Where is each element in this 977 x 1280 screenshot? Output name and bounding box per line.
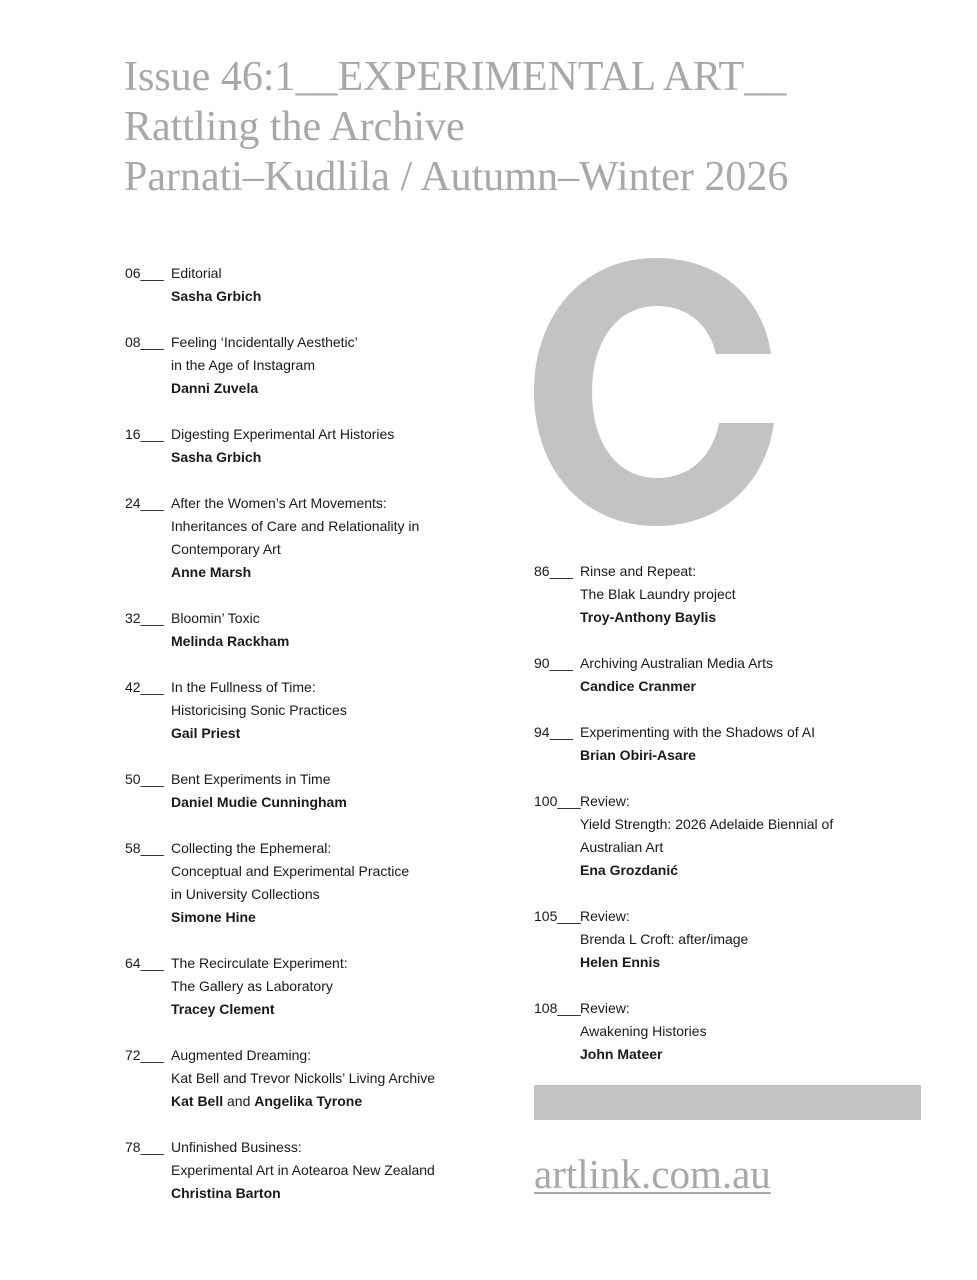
author-name: Kat Bell [171,1093,224,1109]
author-name: Angelika Tyrone [254,1093,363,1109]
article-author [171,1090,505,1113]
page-number: 94___ [534,724,573,740]
page-number: 58___ [125,840,164,856]
article-author: Helen Ennis [580,954,661,970]
page-number: 24___ [125,495,164,511]
contents-entry[interactable] [125,837,505,929]
article-author: Danni Zuvela [171,380,259,396]
logo-c-icon [534,258,774,526]
article-title: Augmented Dreaming: [171,1047,312,1063]
article-title: Yield Strength: 2026 Adelaide Biennial of [580,816,834,832]
contents-left-column [125,262,505,1228]
article-title: Conceptual and Experimental Practice [171,863,410,879]
contents-entry[interactable] [125,423,505,469]
article-author: Simone Hine [171,909,256,925]
contents-entry[interactable] [125,676,505,745]
contents-entry[interactable] [125,952,505,1021]
page-number: 42___ [125,679,164,695]
contents-entry[interactable] [534,905,934,974]
issue-header [124,52,944,202]
page-number: 108___ [534,1000,581,1016]
article-title: Historicising Sonic Practices [171,702,347,718]
contents-entry[interactable] [534,997,934,1066]
page-number: 64___ [125,955,164,971]
article-title: Brenda L Croft: after/image [580,931,749,947]
article-title: Editorial [171,265,222,281]
article-title: The Gallery as Laboratory [171,978,333,994]
article-title: Bloomin’ Toxic [171,610,260,626]
article-title: Unfinished Business: [171,1139,302,1155]
article-author: Brian Obiri-Asare [580,747,696,763]
contents-entry[interactable] [534,790,934,882]
decorative-bar [534,1085,921,1120]
article-title: Feeling ‘Incidentally Aesthetic’ [171,334,358,350]
article-author: Gail Priest [171,725,241,741]
article-title: Inheritances of Care and Relationality in [171,518,420,534]
article-author: Candice Cranmer [580,678,696,694]
page-number: 08___ [125,334,164,350]
article-title: Kat Bell and Trevor Nickolls’ Living Archive [171,1070,436,1086]
article-author: Ena Grozdanić [580,862,679,878]
article-title: Australian Art [580,839,664,855]
article-title: Collecting the Ephemeral: [171,840,332,856]
article-title: After the Women’s Art Movements: [171,495,387,511]
article-title: Review: [580,793,630,809]
contents-entry[interactable] [125,331,505,400]
page-number: 78___ [125,1139,164,1155]
page-number: 72___ [125,1047,164,1063]
article-title: Archiving Australian Media Arts [580,655,773,671]
contents-entry[interactable] [534,652,934,698]
issue-subtitle: Rattling the Archive [124,104,465,150]
contents-entry[interactable] [125,1044,505,1113]
page-number: 16___ [125,426,164,442]
article-title: Bent Experiments in Time [171,771,331,787]
contents-entry[interactable] [534,721,934,767]
article-title: Review: [580,908,630,924]
issue-title: Issue 46:1__EXPERIMENTAL ART__ [124,54,787,100]
article-title: Experimenting with the Shadows of AI [580,724,816,740]
issue-season: Parnati–Kudlila / Autumn–Winter 2026 [124,154,789,200]
page-number: 06___ [125,265,164,281]
article-author: Melinda Rackham [171,633,290,649]
article-title: Digesting Experimental Art Histories [171,426,395,442]
page-number: 32___ [125,610,164,626]
page-number: 105___ [534,908,581,924]
page-number: 86___ [534,563,573,579]
page-number: 100___ [534,793,581,809]
article-title: The Recirculate Experiment: [171,955,348,971]
contents-entry[interactable] [125,1136,505,1205]
contents-entry[interactable] [125,262,505,308]
author-conjunction: and [223,1093,255,1109]
page-number: 50___ [125,771,164,787]
article-author: Tracey Clement [171,1001,275,1017]
article-title: Experimental Art in Aotearoa New Zealand [171,1162,435,1178]
article-title: Contemporary Art [171,541,281,557]
article-author: Christina Barton [171,1185,281,1201]
page-number: 90___ [534,655,573,671]
contents-right-column [534,560,934,1089]
article-title: in the Age of Instagram [171,357,315,373]
article-title: in University Collections [171,886,320,902]
contents-entry[interactable] [125,607,505,653]
website-link[interactable]: artlink.com.au [534,1151,771,1197]
article-author: Anne Marsh [171,564,252,580]
contents-entry[interactable] [125,492,505,584]
article-title: In the Fullness of Time: [171,679,316,695]
article-author: Troy-Anthony Baylis [580,609,717,625]
article-title: Rinse and Repeat: [580,563,696,579]
article-author: Sasha Grbich [171,449,262,465]
article-author: John Mateer [580,1046,663,1062]
article-title: Awakening Histories [580,1023,707,1039]
contents-entry[interactable] [534,560,934,629]
article-author: Daniel Mudie Cunningham [171,794,347,810]
contents-entry[interactable] [125,768,505,814]
article-author: Sasha Grbich [171,288,262,304]
article-title: Review: [580,1000,630,1016]
article-title: The Blak Laundry project [580,586,736,602]
